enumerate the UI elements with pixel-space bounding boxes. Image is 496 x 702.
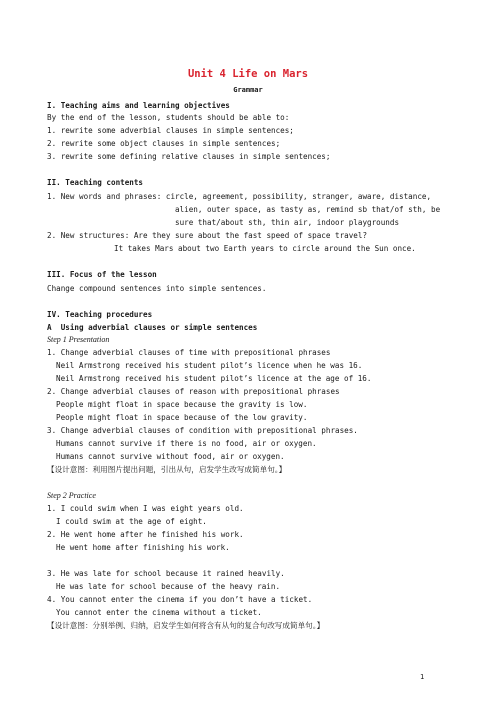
- text-line: 1. rewrite some adverbial clauses in simple sentences;: [47, 126, 294, 135]
- text-line: You cannot enter the cinema without a ticket.: [56, 608, 262, 617]
- text-line: 3. Change adverbial clauses of condition with prepositional phrases.: [47, 426, 358, 435]
- subsection-heading: A Using adverbial clauses or simple sentences: [47, 323, 258, 332]
- text-line: 2. rewrite some object clauses in simple sentences;: [47, 139, 281, 148]
- text-line: I could swim at the age of eight.: [56, 517, 207, 526]
- text-line: Humans cannot survive if there is no food, air or oxygen.: [56, 439, 317, 448]
- text-line: Neil Armstrong received his student pilot’s licence when he was 16.: [56, 361, 363, 370]
- section-heading-procedures: IV. Teaching procedures: [47, 310, 153, 319]
- page-number: 1: [420, 673, 425, 681]
- text-line: People might float in space because of the low gravity.: [56, 413, 308, 422]
- text-line: It takes Mars about two Earth years to circle around the Sun once.: [114, 244, 416, 253]
- step-heading: Step 1 Presentation: [47, 335, 110, 344]
- text-line: He went home after finishing his work.: [56, 543, 230, 552]
- section-heading-focus: III. Focus of the lesson: [47, 270, 157, 279]
- text-line: 2. He went home after he finished his work.: [47, 530, 244, 539]
- design-note: 【设计意图：分别举例、归纳，启发学生如何将含有从句的复合句改写成简单句。】: [47, 621, 325, 630]
- section-heading-contents: II. Teaching contents: [47, 178, 144, 187]
- text-line: 2. Change adverbial clauses of reason with prepositional phrases: [47, 387, 340, 396]
- text-line: Change compound sentences into simple sentences.: [47, 284, 267, 293]
- text-line: By the end of the lesson, students should be able to:: [47, 113, 290, 122]
- text-line: 4. You cannot enter the cinema if you don’t have a ticket.: [47, 595, 313, 604]
- text-line: Neil Armstrong received his student pilot’s licence at the age of 16.: [56, 374, 372, 383]
- text-line: 1. New words and phrases: circle, agreement, possibility, stranger, aware, distance,: [47, 192, 432, 201]
- text-line: He was late for school because of the heavy rain.: [56, 582, 281, 591]
- text-line: People might float in space because the gravity is low.: [56, 400, 308, 409]
- text-line: 3. rewrite some defining relative clauses in simple sentences;: [47, 152, 331, 161]
- text-line: Humans cannot survive without food, air or oxygen.: [56, 452, 285, 461]
- step-heading: Step 2 Practice: [47, 491, 96, 500]
- design-note: 【设计意图：利用图片提出问题，引出从句，启发学生改写成简单句。】: [47, 465, 287, 474]
- section-heading-aims: I. Teaching aims and learning objectives: [47, 101, 230, 110]
- text-line: 1. I could swim when I was eight years old.: [47, 504, 244, 513]
- document-title: Unit 4 Life on Mars: [187, 68, 309, 80]
- text-line: sure that/about sth, thin air, indoor playgrounds: [175, 218, 400, 227]
- text-line: 3. He was late for school because it rained heavily.: [47, 569, 285, 578]
- document-subtitle: Grammar: [233, 86, 263, 94]
- text-line: alien, outer space, as tasty as, remind sb that/of sth, be: [175, 205, 441, 214]
- text-line: 2. New structures: Are they sure about the fast speed of space travel?: [47, 231, 368, 240]
- text-line: 1. Change adverbial clauses of time with prepositional phrases: [47, 348, 331, 357]
